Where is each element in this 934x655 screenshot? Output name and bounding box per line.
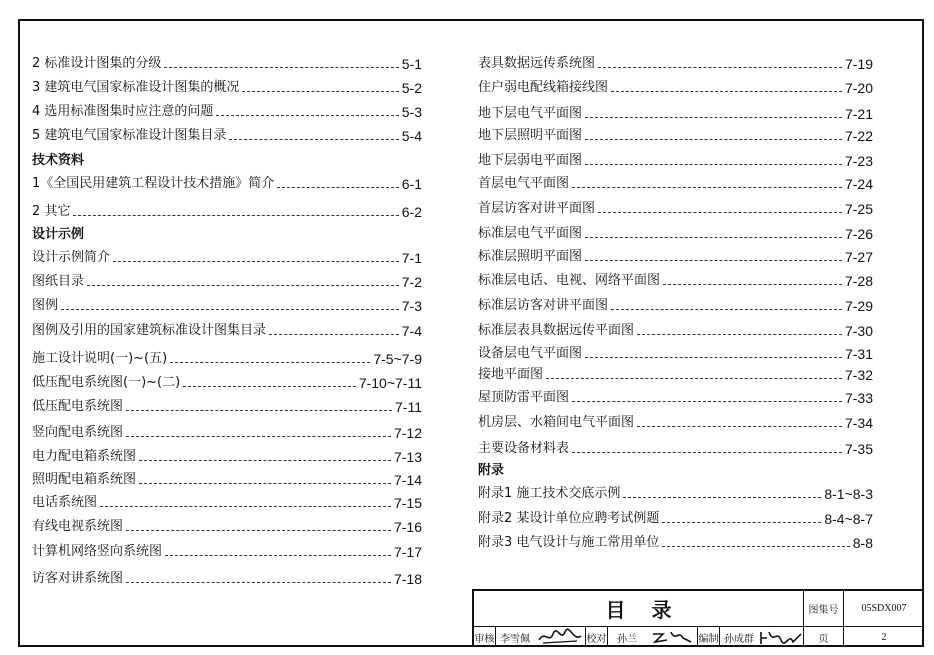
toc-entry <box>32 52 422 72</box>
toc-entry <box>478 437 873 457</box>
toc-entry-page: 7-29 <box>844 298 873 314</box>
toc-entry <box>478 197 873 217</box>
toc-entry-title: 4 选用标准图集时应注意的问题 <box>32 104 214 119</box>
toc-entry-page: 8-4~8-7 <box>824 511 873 527</box>
atlas-number-label: 图集号 <box>804 591 844 627</box>
leader-dashes <box>242 91 398 92</box>
leader-dashes <box>623 497 821 498</box>
leader-dashes <box>546 378 842 379</box>
toc-entry-page: 7-25 <box>844 201 873 217</box>
section-heading-text: 技术资料 <box>32 153 85 168</box>
leader-dashes <box>585 139 842 140</box>
toc-entry <box>32 468 422 488</box>
section-heading <box>32 149 422 169</box>
toc-entry <box>478 124 873 144</box>
toc-entry <box>32 246 422 266</box>
toc-entry-title: 主要设备材料表 <box>478 441 570 456</box>
toc-entry-page: 7-22 <box>844 128 873 144</box>
leader-dashes <box>87 285 399 286</box>
checker-name: 孙兰 <box>617 633 637 645</box>
editor-label: 编制 <box>698 627 720 647</box>
toc-entry-title: 3 建筑电气国家标准设计图集的概况 <box>32 80 240 95</box>
toc-entry-page: 7-32 <box>844 367 873 383</box>
toc-entry-page: 7-21 <box>844 106 873 122</box>
page-label: 页 <box>804 627 844 647</box>
toc-entry <box>32 319 422 339</box>
toc-entry-title: 5 建筑电气国家标准设计图集目录 <box>32 128 227 143</box>
toc-entry <box>478 482 873 502</box>
toc-entry-title: 标准层访客对讲平面图 <box>478 298 609 313</box>
toc-entry-page: 7-24 <box>844 176 873 192</box>
toc-entry-page: 7-13 <box>393 449 422 465</box>
leader-dashes <box>585 260 842 261</box>
toc-entry-title: 低压配电系统图 <box>32 399 124 414</box>
toc-entry-page: 5-1 <box>401 56 422 72</box>
leader-dashes <box>164 67 398 68</box>
document-title: 目录 <box>474 591 804 627</box>
toc-entry-page: 7-2 <box>401 274 422 290</box>
toc-entry-page: 7-11 <box>395 399 422 415</box>
toc-entry <box>32 172 422 192</box>
toc-entry-title: 1《全国民用建筑工程设计技术措施》简介 <box>32 176 275 191</box>
toc-entry <box>478 76 873 96</box>
leader-dashes <box>662 546 849 547</box>
toc-entry-title: 施工设计说明(一)~(五) <box>32 351 168 366</box>
toc-entry-page: 7-33 <box>844 390 873 406</box>
title-block <box>472 589 924 647</box>
page-number: 2 <box>881 631 887 643</box>
toc-entry <box>32 270 422 290</box>
leader-dashes <box>662 522 821 523</box>
toc-entry-title: 表具数据远传系统图 <box>478 56 596 71</box>
leader-dashes <box>126 530 391 531</box>
toc-entry-title: 附录3 电气设计与施工常用单位 <box>478 535 660 550</box>
toc-entry-title: 电力配电箱系统图 <box>32 449 137 464</box>
leader-dashes <box>611 309 842 310</box>
toc-entry <box>32 421 422 441</box>
toc-entry-title: 首层访客对讲平面图 <box>478 201 596 216</box>
toc-entry-title: 地下层电气平面图 <box>478 106 583 121</box>
toc-entry-title: 计算机网络竖向系统图 <box>32 544 163 559</box>
leader-dashes <box>611 91 842 92</box>
toc-entry <box>478 319 873 339</box>
leader-dashes <box>165 555 391 556</box>
toc-entry <box>478 386 873 406</box>
toc-entry <box>478 507 873 527</box>
toc-entry <box>478 363 873 383</box>
leader-dashes <box>170 362 370 363</box>
toc-entry <box>478 149 873 169</box>
leader-dashes <box>598 212 842 213</box>
toc-entry <box>32 540 422 560</box>
toc-entry-title: 图例 <box>32 298 59 313</box>
toc-entry-page: 7-30 <box>844 323 873 339</box>
toc-entry <box>478 269 873 289</box>
leader-dashes <box>585 164 842 165</box>
leader-dashes <box>572 452 842 453</box>
leader-dashes <box>598 67 842 68</box>
toc-entry <box>32 124 422 144</box>
leader-dashes <box>126 410 392 411</box>
leader-dashes <box>126 582 391 583</box>
toc-entry <box>478 531 873 551</box>
toc-entry <box>32 445 422 465</box>
toc-entry-title: 地下层照明平面图 <box>478 128 583 143</box>
toc-entry-title: 2 其它 <box>32 204 71 219</box>
leader-dashes <box>216 115 398 116</box>
toc-entry-title: 电话系统图 <box>32 495 98 510</box>
atlas-number: 05SDX007 <box>844 591 924 627</box>
toc-entry-page: 5-3 <box>401 104 422 120</box>
toc-entry-title: 设备层电气平面图 <box>478 346 583 361</box>
toc-entry <box>478 222 873 242</box>
checker-signature <box>646 627 698 647</box>
toc-entry-page: 6-2 <box>401 204 422 220</box>
toc-entry <box>32 200 422 220</box>
toc-entry <box>478 342 873 362</box>
toc-entry-title: 机房层、水箱间电气平面图 <box>478 415 635 430</box>
toc-entry-page: 7-18 <box>393 571 422 587</box>
toc-entry-title: 低压配电系统图(一)~(二) <box>32 375 181 390</box>
toc-entry-title: 标准层电气平面图 <box>478 226 583 241</box>
toc-entry <box>478 411 873 431</box>
toc-entry-page: 7-35 <box>844 441 873 457</box>
toc-entry <box>32 371 422 391</box>
toc-entry-title: 2 标准设计图集的分级 <box>32 56 162 71</box>
leader-dashes <box>113 261 399 262</box>
editor-name: 孙成群 <box>724 633 754 645</box>
toc-entry-page: 5-4 <box>401 128 422 144</box>
leader-dashes <box>637 334 842 335</box>
toc-entry-page: 6-1 <box>401 176 422 192</box>
check-label: 校对 <box>586 627 608 647</box>
toc-entry-title: 屋顶防雷平面图 <box>478 390 570 405</box>
toc-entry <box>478 52 873 72</box>
toc-entry-page: 5-2 <box>401 80 422 96</box>
leader-dashes <box>139 483 391 484</box>
leader-dashes <box>585 357 842 358</box>
leader-dashes <box>73 215 398 216</box>
toc-entry-page: 7-17 <box>393 544 422 560</box>
leader-dashes <box>663 284 842 285</box>
toc-entry-page: 7-15 <box>393 495 422 511</box>
toc-entry-title: 照明配电箱系统图 <box>32 472 137 487</box>
toc-entry-title: 接地平面图 <box>478 367 544 382</box>
leader-dashes <box>277 187 398 188</box>
toc-entry <box>32 76 422 96</box>
leader-dashes <box>585 117 842 118</box>
toc-entry <box>478 102 873 122</box>
toc-entry <box>32 515 422 535</box>
toc-entry-page: 7-12 <box>393 425 422 441</box>
toc-entry-page: 7-10~7-11 <box>358 375 422 391</box>
section-heading-text: 设计示例 <box>32 227 85 242</box>
toc-entry <box>32 395 422 415</box>
toc-entry <box>32 567 422 587</box>
toc-entry-page: 7-19 <box>844 56 873 72</box>
toc-entry-title: 住户弱电配线箱接线图 <box>478 80 609 95</box>
review-label: 审核 <box>474 627 496 647</box>
toc-entry-page: 7-16 <box>393 519 422 535</box>
toc-entry <box>478 172 873 192</box>
toc-entry-page: 7-1 <box>401 250 422 266</box>
leader-dashes <box>183 386 356 387</box>
leader-dashes <box>126 436 391 437</box>
toc-entry-title: 设计示例简介 <box>32 250 111 265</box>
toc-entry <box>478 294 873 314</box>
toc-entry-page: 7-14 <box>393 472 422 488</box>
toc-entry <box>478 245 873 265</box>
toc-entry-title: 竖向配电系统图 <box>32 425 124 440</box>
reviewer-signature <box>534 627 586 647</box>
toc-entry-title: 图纸目录 <box>32 274 85 289</box>
toc-entry-title: 标准层照明平面图 <box>478 249 583 264</box>
reviewer-name: 李雪佩 <box>500 633 530 645</box>
leader-dashes <box>229 139 398 140</box>
toc-entry-page: 7-5~7-9 <box>373 351 422 367</box>
toc-entry-title: 首层电气平面图 <box>478 176 570 191</box>
toc-entry-page: 7-26 <box>844 226 873 242</box>
toc-entry <box>32 491 422 511</box>
toc-entry-page: 7-23 <box>844 153 873 169</box>
toc-entry <box>32 347 422 367</box>
leader-dashes <box>572 187 842 188</box>
toc-entry-page: 8-8 <box>852 535 873 551</box>
toc-entry-page: 7-20 <box>844 80 873 96</box>
toc-entry-page: 7-3 <box>401 298 422 314</box>
leader-dashes <box>61 309 399 310</box>
leader-dashes <box>585 237 842 238</box>
toc-entry-page: 7-27 <box>844 249 873 265</box>
toc-entry-title: 附录2 某设计单位应聘考试例题 <box>478 511 660 526</box>
leader-dashes <box>637 426 842 427</box>
leader-dashes <box>572 401 842 402</box>
leader-dashes <box>139 460 391 461</box>
section-heading-text: 附录 <box>478 463 505 478</box>
toc-entry-title: 图例及引用的国家建筑标准设计图集目录 <box>32 323 267 338</box>
leader-dashes <box>269 334 399 335</box>
section-heading <box>32 223 422 243</box>
toc-entry-page: 7-4 <box>401 323 422 339</box>
toc-entry-page: 7-31 <box>844 346 873 362</box>
toc-entry-title: 有线电视系统图 <box>32 519 124 534</box>
toc-entry <box>32 100 422 120</box>
toc-entry-page: 7-34 <box>844 415 873 431</box>
toc-entry <box>32 294 422 314</box>
section-heading <box>478 459 873 479</box>
toc-entry-title: 标准层表具数据远传平面图 <box>478 323 635 338</box>
toc-entry-title: 访客对讲系统图 <box>32 571 124 586</box>
toc-entry-title: 地下层弱电平面图 <box>478 153 583 168</box>
leader-dashes <box>100 506 391 507</box>
toc-entry-page: 7-28 <box>844 273 873 289</box>
toc-entry-page: 8-1~8-3 <box>824 486 873 502</box>
toc-entry-title: 附录1 施工技术交底示例 <box>478 486 621 501</box>
editor-signature <box>758 627 804 647</box>
toc-entry-title: 标准层电话、电视、网络平面图 <box>478 273 661 288</box>
